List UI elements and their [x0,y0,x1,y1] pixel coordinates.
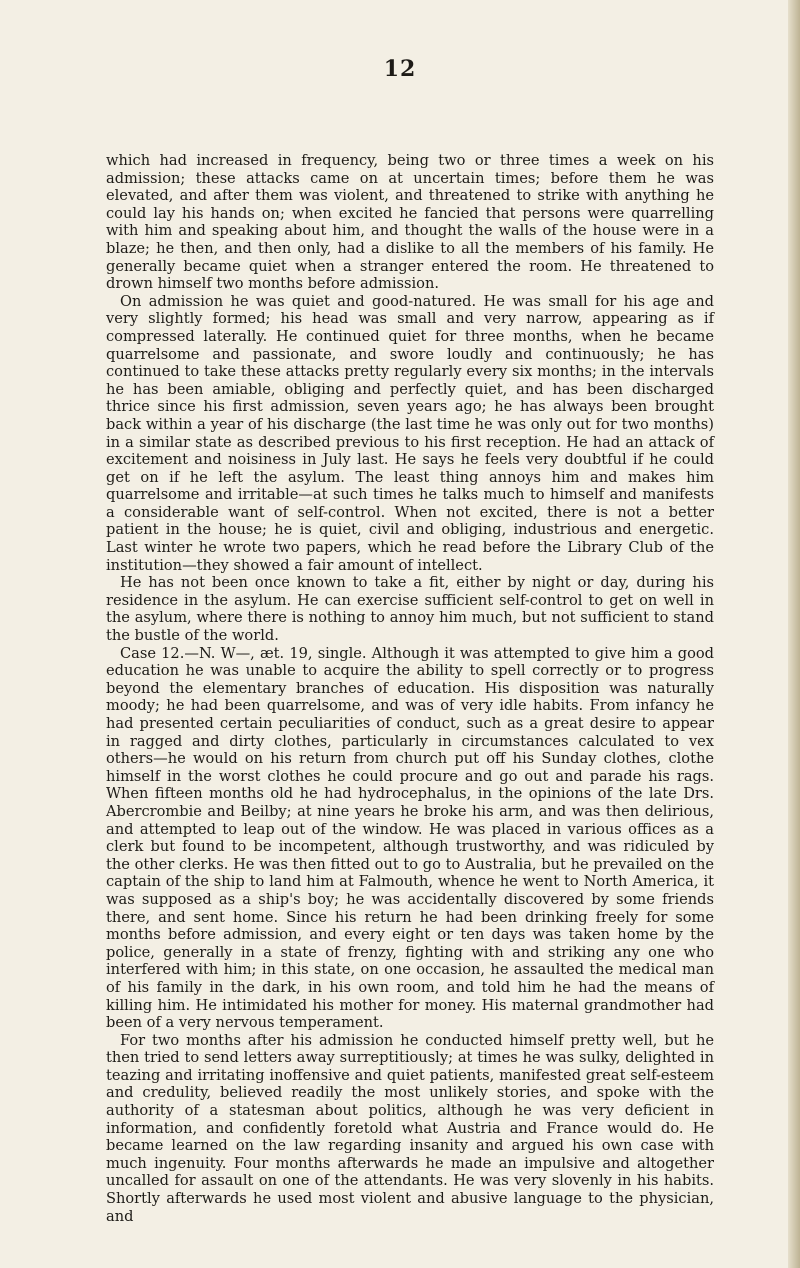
paragraph: Case 12.—N. W—, æt. 19, single. Although it was attempted to give him a good education he was unable to acquire the ability to spell correctly or to progress beyond the elementary branches of education. His disposition was naturally moody; he had been quarrelsome, and was of very idle habits. From infancy he had presented certain peculiarities of conduct, such as a great desire to appear in ragged and dirty clothes, particularly in circumstances calculated to vex others—he would on his return from church put off his Sunday clothes, clothe himself in the worst clothes he could procure and go out and parade his rags. When fifteen months old he had hydrocephalus, in the opinions of the late Drs. Abercrombie and Beilby; at nine years he broke his arm, and was then delirious, and attempted to leap out of the window. He was placed in various offices as a clerk but found to be incompetent, although trustworthy, and was ridiculed by the other clerks. He was then fitted out to go to Australia, but he prevailed on the captain of the ship to land him at Falmouth, whence he went to North America, it was supposed as a ship's boy; he was accidentally discovered by some friends there, and sent home. Since his return he had been drinking freely for some months before admission, and every eight or ten days was taken home by the police, generally in a state of frenzy, fighting with and striking any one who interfered with him; in this state, on one occasion, he assaulted the medical man of his family in the dark, in his own room, and told him he had the means of killing him. He intimidated his mother for money. His maternal grandmother had been of a very nervous temperament. [106,644,714,1032]
body-text [106,152,714,1225]
paragraph: He has not been once known to take a fit, either by night or day, during his residence in the asylum. He can exercise sufficient self-control to get on well in the asylum, where there is nothing to annoy him much, but not sufficient to stand the bustle of the world. [106,574,714,645]
paragraph: For two months after his admission he conducted himself pretty well, but he then tried to send letters away surreptitiously; at times he was sulky, delighted in teazing and irritating inoffensive and quiet patients, manifested great self-esteem and credulity, believed readily the most unlikely stories, and spoke with the authority of a statesman about politics, although he was very deficient in information, and confidently foretold what Austria and France would do. He became learned on the law regarding insanity and argued his own case with much ingenuity. Four months afterwards he made an impulsive and altogether uncalled for assault on one of the attendants. He was very slovenly in his habits. Shortly afterwards he used most violent and abusive language to the physician, and [106,1031,714,1225]
page-number: 12 [383,56,417,82]
paragraph: On admission he was quiet and good-natured. He was small for his age and very slightly formed; his head was small and very narrow, appearing as if compressed laterally. He continued quiet for three months, when he became quarrelsome and passionate, and swore loudly and continuously; he has continued to take these attacks pretty regularly every six months; in the intervals he has been amiable, obliging and perfectly quiet, and has been discharged thrice since his first admission, seven years ago; he has always been brought back within a year of his discharge (the last time he was only out for two months) in a similar state as described previous to his first reception. He had an attack of excitement and noisiness in July last. He says he feels very doubtful if he could get on if he left the asylum. The least thing annoys him and makes him quarrelsome and irritable—at such times he talks much to himself and manifests a considerable want of self-control. When not excited, there is not a better patient in the house; he is quiet, civil and obliging, industrious and energetic. Last winter he wrote two papers, which he read before the Library Club of the institution—they showed a fair amount of intellect. [106,292,714,574]
page-edge-shadow [788,0,800,1268]
paragraph: which had increased in frequency, being two or three times a week on his admission; these attacks came on at uncertain times; before them he was elevated, and after them was violent, and threatened to strike with anything he could lay his hands on; when excited he fancied that persons were quarrelling with him and speaking about him, and thought the walls of the house were in a blaze; he then, and then only, had a dislike to all the members of his family. He generally became quiet when a stranger entered the room. He threatened to drown himself two months before admission. [106,152,714,293]
